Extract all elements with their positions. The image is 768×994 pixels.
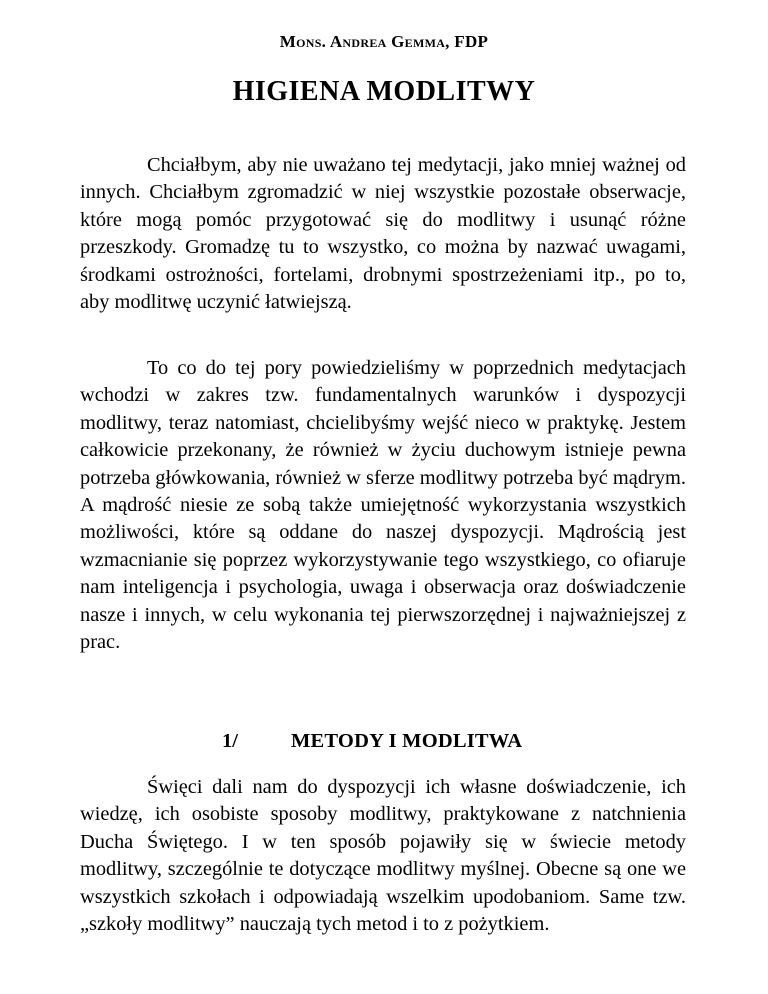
document-title: HIGIENA MODLITWY [232, 76, 536, 107]
author-line: Mons. Andrea Gemma, FDP [279, 32, 489, 51]
body-paragraph-1: Chciałbym, aby nie uważano tej medytacji, jako mniej ważnej od innych. Chciałbym zgromadzić w niej wszystkie pozostałe obserwacje, które mogą pomóc przygotować się do modlitwy i usunąć różne przeszkody. Gromadzę tu to wszystko, co można by nazwać uwagami, środkami ostrożności, fortelami, drobnymi spostrzeżeniami itp., po to, aby modlitwę uczynić łatwiejszą. [80, 154, 686, 314]
section-number: 1/ [222, 730, 238, 752]
section-paragraph-1: Święci dali nam do dyspozycji ich własne doświadczenie, ich wiedzę, ich osobiste sposoby modlitwy, praktykowane z natchnienia Ducha Świętego. I w ten sposób pojawiły się w świecie metody modlitwy, szczególnie te dotyczące modlitwy myślnej. Obecne są one we wszystkich szkołach i odpowiadają wszelkim upodobaniom. Same tzw. „szkoły modlitwy” nauczają tych metod i to z pożytkiem. [80, 776, 686, 936]
section-title: METODY I MODLITWA [291, 730, 523, 752]
body-paragraph-2: To co do tej pory powiedzieliśmy w poprzednich medytacjach wchodzi w zakres tzw. fundamentalnych warunków i dyspozycji modlitwy, teraz natomiast, chcielibyśmy wejść nieco w praktykę. Jestem całkowicie przekonany, że również w życiu duchowym istnieje pewna potrzeba główkowania, również w sferze modlitwy potrzeba być mądrym. A mądrość niesie ze sobą także umiejętność wykorzystania wszystkich możliwości, które są oddane do naszej dyspozycji. Mądrością jest wzmacnianie się poprzez wykorzystywanie tego wszystkiego, co ofiaruje nam inteligencja i psychologia, uwaga i obserwacja oraz doświadczenie nasze i innych, w celu wykonania tej pierwszorzędnej i najważniejszej z prac. [80, 357, 686, 654]
